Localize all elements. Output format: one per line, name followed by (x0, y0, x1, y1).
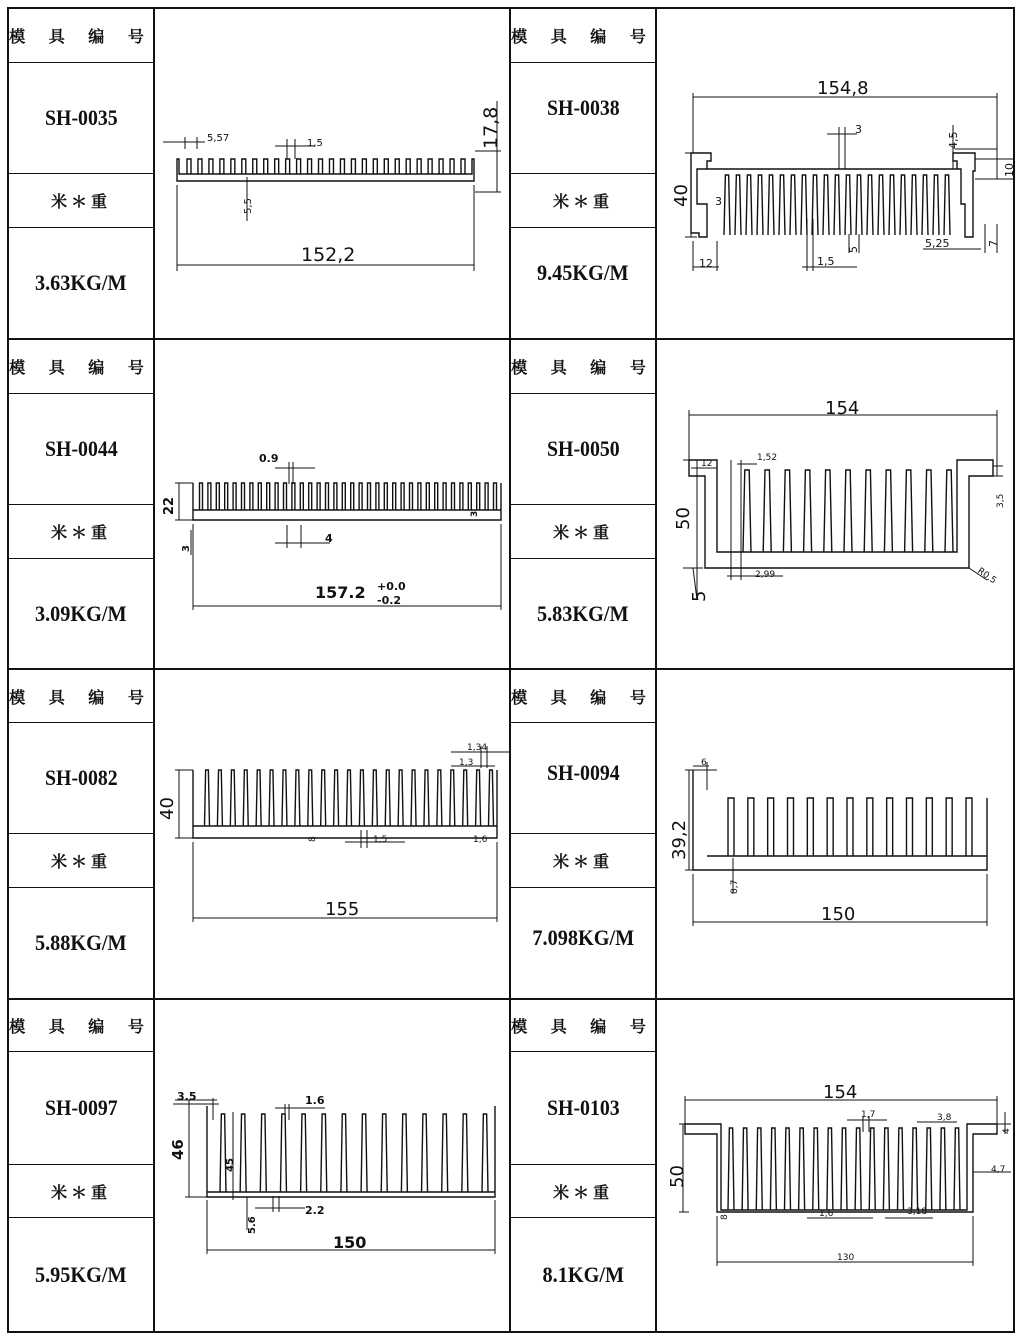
product-code: SH-0103 (546, 1095, 620, 1120)
dim-label: 12 (699, 257, 713, 270)
dim-label: -0.2 (377, 594, 402, 607)
product-code: SH-0050 (546, 436, 620, 461)
profile-drawing-sh0044 (155, 340, 509, 668)
heatsink-profile (693, 770, 987, 870)
heatsink-fins (724, 175, 950, 235)
dim-label: 5,5 (243, 198, 254, 214)
dim-label: 8 (308, 836, 318, 842)
dim-label: 4,7 (991, 1165, 1006, 1175)
dim-label: 45 (225, 1158, 236, 1172)
product-code-cell (9, 1052, 153, 1164)
weight-label: 米＊重 (50, 523, 111, 542)
dim-label: 1,3 (459, 758, 474, 768)
dim-label: 3 (181, 545, 192, 552)
weight-cell (511, 888, 655, 988)
mold-number-header: 模 具 编 号 (9, 687, 153, 707)
mold-number-header: 模 具 编 号 (9, 27, 153, 46)
dim-label: 1,34 (467, 743, 488, 753)
heatsink-fins (200, 483, 497, 510)
dim-label: 157.2 (315, 583, 366, 602)
dim-label: 5 (847, 246, 860, 253)
dim-label: 50 (673, 507, 694, 530)
dim-label: 1,6 (819, 1209, 834, 1219)
weight-value: 9.45KG/M (537, 260, 629, 285)
dim-label: 5 (689, 590, 710, 602)
weight-value: 5.88KG/M (35, 930, 127, 955)
dim-label: 0.9 (259, 452, 279, 465)
product-code: SH-0035 (44, 105, 118, 130)
weight-label: 米＊重 (552, 852, 613, 871)
dim-label: 2.2 (305, 1204, 325, 1217)
dim-label: +0.0 (377, 580, 406, 593)
product-code: SH-0038 (546, 95, 620, 120)
product-code-cell (9, 394, 153, 504)
dim-label: 150 (333, 1233, 367, 1252)
dim-label: 22 (162, 496, 177, 515)
heatsink-fins (728, 1128, 960, 1210)
dimension-lines (683, 410, 1003, 600)
dim-label: 40 (671, 184, 692, 207)
product-code-cell (511, 1052, 655, 1164)
profile-drawing-sh0082 (155, 670, 509, 998)
profile-drawing-sh0050 (657, 340, 1013, 668)
heatsink-fins (187, 159, 465, 174)
heatsink-fins (728, 798, 972, 856)
dim-label: 1.6 (305, 1094, 325, 1107)
dim-label: 10 (1003, 163, 1016, 177)
catalog-table (7, 7, 1015, 1333)
dim-label: 154 (825, 398, 860, 419)
dim-label: 1,52 (757, 453, 778, 463)
mold-number-header: 模 具 编 号 (511, 1017, 655, 1036)
dimension-lines (175, 746, 509, 922)
dim-label: 154 (823, 1082, 858, 1103)
dim-label: 50 (667, 1165, 688, 1188)
heatsink-fins (743, 470, 953, 552)
dim-label: 5,57 (207, 133, 230, 144)
weight-label: 米＊重 (50, 1182, 111, 1202)
dim-label: 1,7 (861, 1110, 876, 1120)
dim-label: 6 (701, 758, 707, 768)
product-code: SH-0097 (44, 1095, 118, 1120)
dim-label: 8,7 (730, 879, 740, 894)
product-code: SH-0094 (546, 760, 620, 785)
dim-label: 1,5 (817, 255, 835, 268)
dim-label: 5,25 (925, 237, 950, 250)
dim-label: 3,8 (937, 1113, 952, 1123)
heatsink-fins (220, 1114, 488, 1192)
dim-label: 150 (821, 904, 856, 925)
dim-label: 7 (987, 240, 1000, 247)
product-code-cell (9, 723, 153, 833)
weight-cell (511, 559, 655, 669)
weight-label: 米＊重 (552, 192, 613, 211)
weight-value: 5.95KG/M (35, 1261, 127, 1287)
weight-value: 3.63KG/M (35, 270, 127, 295)
weight-cell (9, 228, 153, 338)
weight-cell (9, 559, 153, 669)
heatsink-profile (193, 483, 501, 520)
dim-label: 3 (855, 123, 862, 136)
dimension-lines (685, 93, 1013, 271)
product-code: SH-0044 (44, 436, 118, 461)
dim-label: 3,18 (907, 1207, 928, 1217)
product-code-cell (511, 723, 655, 823)
profile-drawing-sh0035 (155, 9, 509, 338)
product-code-cell (511, 394, 655, 504)
weight-label: 米＊重 (50, 192, 111, 211)
dimension-lines (685, 762, 987, 926)
weight-cell (9, 1218, 153, 1331)
weight-value: 3.09KG/M (35, 601, 127, 626)
weight-label: 米＊重 (50, 852, 111, 871)
weight-cell (511, 228, 655, 318)
profile-drawing-sh0038 (657, 9, 1016, 338)
dim-label: 17,8 (480, 106, 502, 149)
weight-value: 7.098KG/M (532, 925, 634, 950)
heatsink-profile (689, 460, 993, 568)
dim-label: 155 (325, 899, 360, 920)
dim-label: 152,2 (301, 244, 356, 266)
weight-value: 8.1KG/M (542, 1261, 624, 1287)
dim-label: 40 (157, 797, 178, 820)
dim-label: 39,2 (669, 819, 690, 860)
weight-cell (511, 1218, 655, 1331)
dim-label: 3.5 (177, 1090, 197, 1103)
dim-label: 2,99 (755, 570, 776, 580)
dim-label: 1,5 (373, 835, 388, 845)
dim-label: 5.6 (247, 1216, 258, 1234)
mold-number-header: 模 具 编 号 (9, 358, 153, 377)
dim-label: 46 (169, 1139, 187, 1160)
mold-number-header: 模 具 编 号 (511, 358, 655, 377)
profile-drawing-sh0103 (657, 1000, 1013, 1331)
heatsink-fins (205, 770, 494, 826)
product-code: SH-0082 (44, 765, 118, 790)
heatsink-profile (207, 1106, 495, 1197)
dim-label: 3,5 (996, 493, 1006, 508)
weight-label: 米＊重 (552, 1182, 613, 1202)
dim-label: 12 (701, 459, 713, 469)
profile-drawing-sh0097 (155, 1000, 509, 1331)
weight-label: 米＊重 (552, 523, 613, 542)
product-code-cell (9, 63, 153, 173)
dim-label: 154,8 (817, 78, 869, 99)
dim-label: 3 (715, 195, 722, 208)
heatsink-profile (691, 153, 975, 237)
mold-number-header: 模 具 编 号 (511, 687, 655, 707)
heatsink-profile (193, 770, 497, 838)
mold-number-header: 模 具 编 号 (9, 1017, 153, 1036)
dim-label: R0,5 (975, 566, 998, 587)
dim-label: 130 (837, 1253, 855, 1263)
dim-label: 4 (325, 532, 333, 545)
dim-label: 1,5 (307, 138, 323, 149)
dim-label: 8 (720, 1214, 730, 1220)
profile-drawing-sh0094 (657, 670, 1013, 998)
dim-label: 3 (470, 510, 480, 517)
heatsink-profile (177, 159, 474, 181)
weight-value: 5.83KG/M (537, 601, 629, 626)
dim-label: 1,6 (473, 835, 488, 845)
dim-label: 4,5 (947, 131, 960, 149)
product-code-cell (511, 63, 655, 153)
dim-label: 4 (1002, 1128, 1012, 1134)
weight-cell (9, 888, 153, 998)
heatsink-profile (685, 1124, 997, 1212)
mold-number-header: 模 具 编 号 (511, 27, 655, 46)
